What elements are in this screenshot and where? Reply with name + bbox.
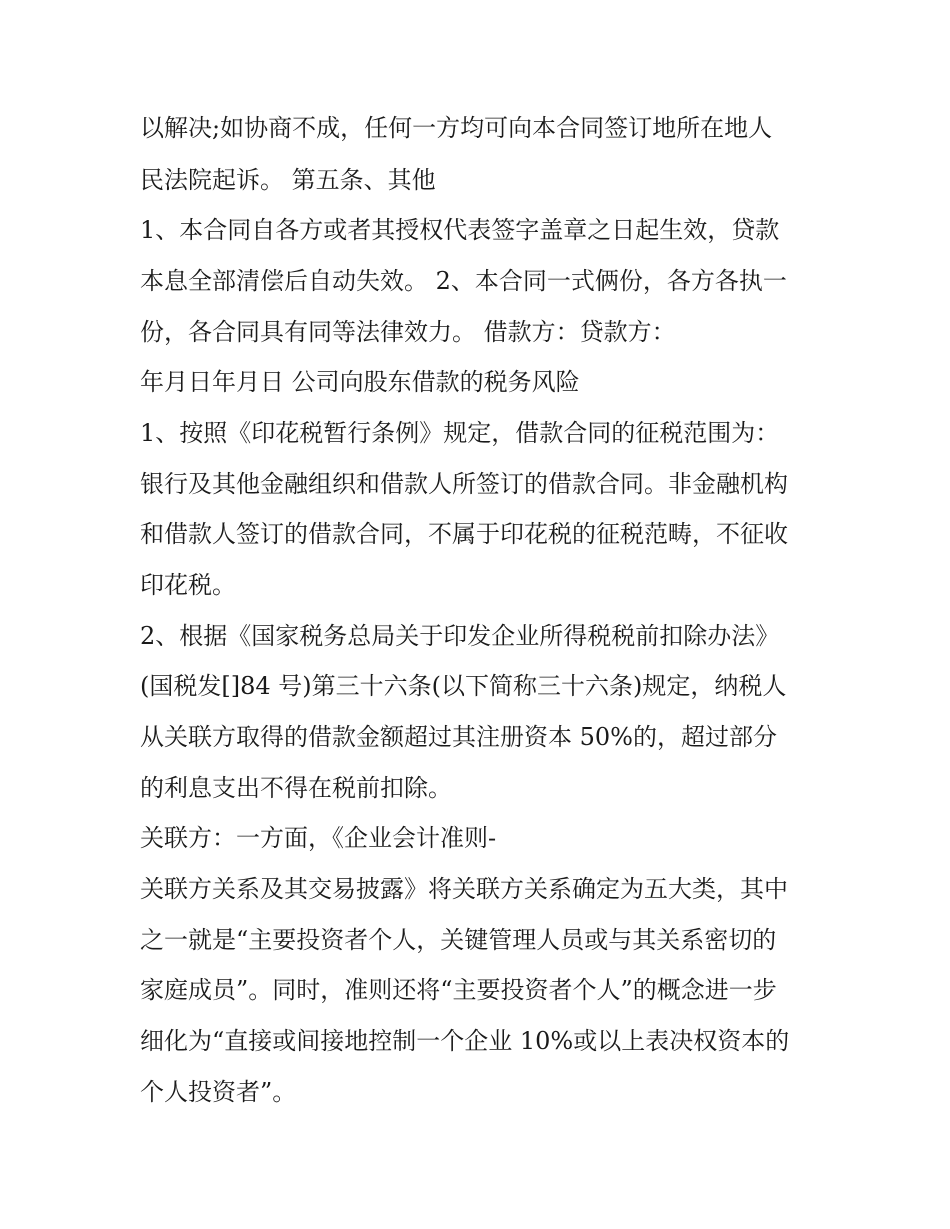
text-line: 细化为“直接或间接地控制一个企业 10%或以上表决权资本的 xyxy=(140,1027,790,1055)
text-line: 关联方关系及其交易披露》将关联方关系确定为五大类，其中 xyxy=(140,875,788,903)
text-line: 2、根据《国家税务总局关于印发企业所得税税前扣除办法》 xyxy=(140,622,780,650)
text-line: 银行及其他金融组织和借款人所签订的借款合同。非金融机构 xyxy=(140,470,788,498)
text-line: 1、按照《印花税暂行条例》规定，借款合同的征税范围为： xyxy=(140,419,780,447)
text-line: 民法院起诉。 第五条、其他 xyxy=(140,166,436,194)
text-line: 和借款人签订的借款合同，不属于印花税的征税范畴，不征收 xyxy=(140,520,788,548)
text-line: 以解决;如协商不成，任何一方均可向本合同签订地所在地人 xyxy=(140,114,773,142)
text-line: 本息全部清偿后自动失效。 2、本合同一式俩份，各方各执一 xyxy=(140,267,787,295)
text-line: 年月日年月日 公司向股东借款的税务风险 xyxy=(140,368,580,396)
text-line: 1、本合同自各方或者其授权代表签字盖章之日起生效，贷款 xyxy=(140,216,780,244)
text-line: (国税发[]84 号)第三十六条(以下简称三十六条)规定，纳税人 xyxy=(140,672,787,700)
text-line: 关联方：一方面，《企业会计准则- xyxy=(140,824,497,852)
text-line: 从关联方取得的借款金额超过其注册资本 50%的，超过部分 xyxy=(140,723,777,751)
text-line: 之一就是“主要投资者个人，关键管理人员或与其关系密切的 xyxy=(140,926,777,954)
text-line: 个人投资者”。 xyxy=(140,1078,297,1106)
text-line: 的利息支出不得在税前扣除。 xyxy=(140,774,452,802)
text-line: 份，各合同具有同等法律效力。 借款方：贷款方： xyxy=(140,318,676,346)
text-line: 家庭成员”。同时，准则还将“主要投资者个人”的概念进一步 xyxy=(140,976,777,1004)
text-line: 印花税。 xyxy=(140,571,236,599)
